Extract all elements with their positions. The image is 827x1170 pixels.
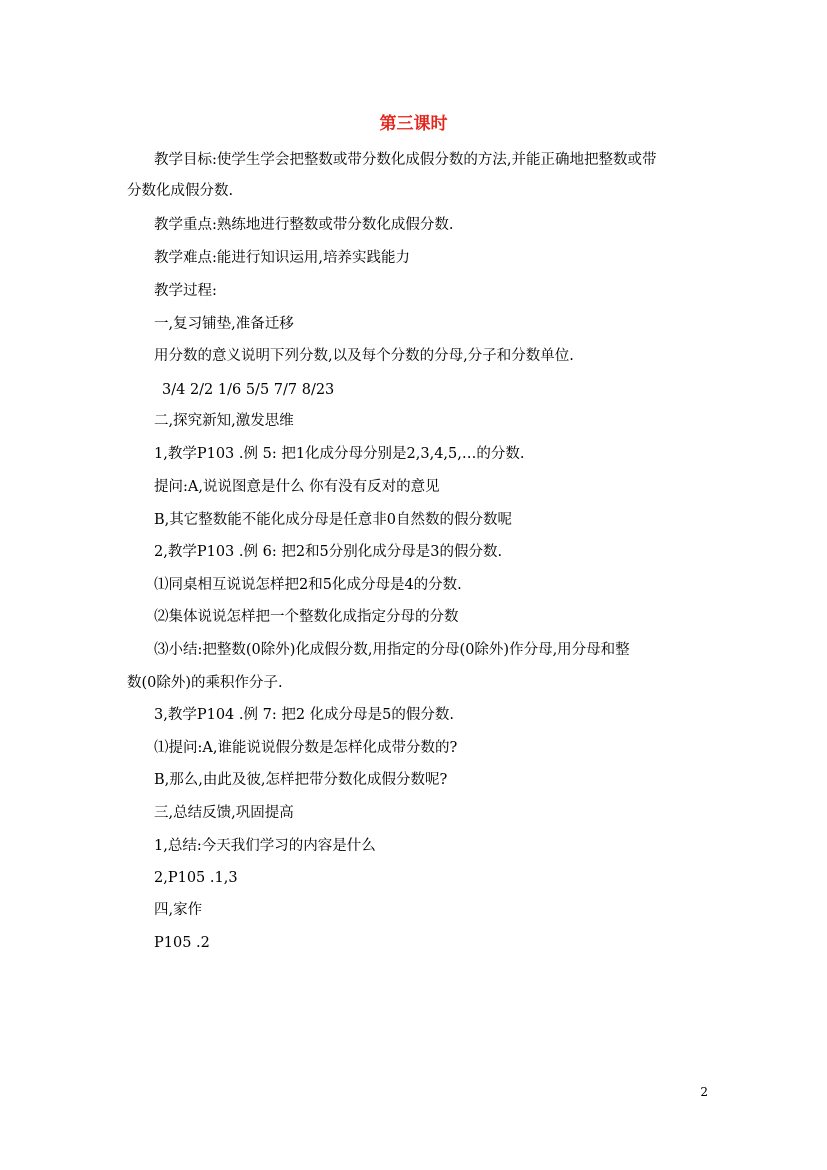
summary-line-2: 数(0除外)的乘积作分子. xyxy=(127,675,283,691)
homework-line: P105 .2 xyxy=(154,935,210,951)
review-instruction: 用分数的意义说明下列分数,以及每个分数的分母,分子和分数单位. xyxy=(154,348,574,364)
section-2-heading: 二,探究新知,激发思维 xyxy=(154,413,294,429)
lesson-title: 第三课时 xyxy=(379,114,448,134)
summary-line-1: ⑶小结:把整数(0除外)化成假分数,用指定的分母(0除外)作分母,用分母和整 xyxy=(154,642,630,658)
key-point-line: 教学重点:熟练地进行整数或带分数化成假分数. xyxy=(154,217,454,233)
conclusion-line: 1,总结:今天我们学习的内容是什么 xyxy=(154,838,376,854)
example-7-line: 3,教学P104 .例 7: 把2 化成分母是5的假分数. xyxy=(154,707,454,723)
objective-line-2: 分数化成假分数. xyxy=(127,183,234,199)
question-b2-line: B,那么,由此及彼,怎样把带分数化成假分数呢? xyxy=(154,772,448,788)
step-2-line: ⑵集体说说怎样把一个整数化成指定分母的分数 xyxy=(154,609,459,625)
section-1-heading: 一,复习铺垫,准备迁移 xyxy=(154,316,294,332)
section-4-heading: 四,家作 xyxy=(154,902,203,918)
objective-line-1: 教学目标:使学生学会把整数或带分数化成假分数的方法,并能正确地把整数或带 xyxy=(154,152,657,168)
example-5-line: 1,教学P103 .例 5: 把1化成分母分别是2,3,4,5,…的分数. xyxy=(154,446,525,462)
section-3-heading: 三,总结反馈,巩固提高 xyxy=(154,805,294,821)
process-heading: 教学过程: xyxy=(154,283,217,299)
question-b-line: B,其它整数能不能化成分母是任意非0自然数的假分数呢 xyxy=(154,512,512,528)
question-a-line: 提问:A,说说图意是什么 你有没有反对的意见 xyxy=(154,479,440,495)
exercise-line: 2,P105 .1,3 xyxy=(154,870,238,886)
example-6-line: 2,教学P103 .例 6: 把2和5分别化成分母是3的假分数. xyxy=(154,544,503,560)
difficulty-line: 教学难点:能进行知识运用,培养实践能力 xyxy=(154,250,410,266)
page-number: 2 xyxy=(700,1085,708,1099)
fraction-list: 3/4 2/2 1/6 5/5 7/7 8/23 xyxy=(162,382,335,398)
step-1-line: ⑴同桌相互说说怎样把2和5化成分母是4的分数. xyxy=(154,577,462,593)
question-1-line: ⑴提问:A,谁能说说假分数是怎样化成带分数的? xyxy=(154,740,458,756)
